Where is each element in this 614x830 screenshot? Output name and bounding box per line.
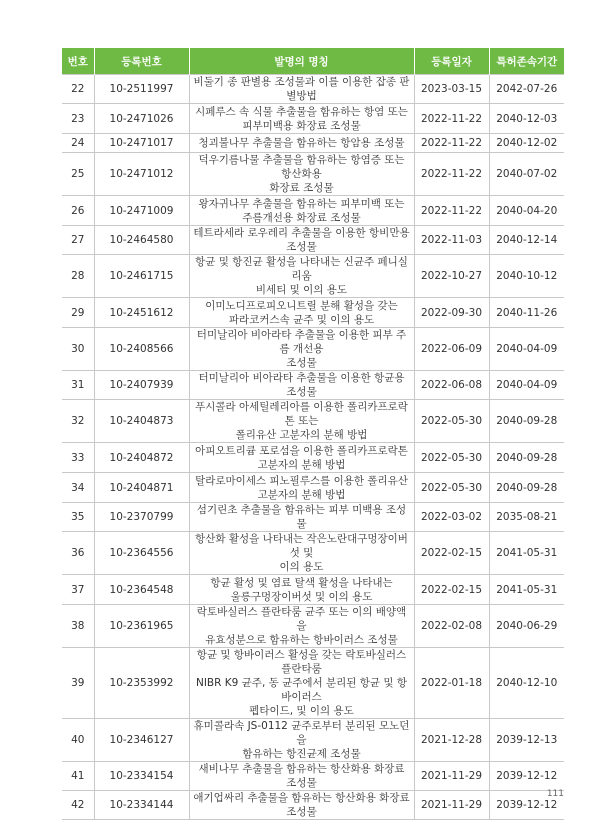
cell-patent-term: 2040-09-28 — [489, 443, 564, 473]
cell-invention-title: 터미날리아 비아라타 추출물을 이용한 피부 주름 개선용 조성물 — [189, 328, 414, 371]
cell-number: 36 — [62, 532, 94, 575]
cell-registration-date: 2022-11-22 — [414, 196, 489, 226]
table-row — [62, 104, 564, 134]
cell-registration-date: 2022-02-15 — [414, 575, 489, 605]
cell-registration-date: 2023-03-15 — [414, 75, 489, 104]
cell-invention-title: 새비나무 추출물을 함유하는 항산화용 화장료 조성물 — [189, 762, 414, 791]
table-row — [62, 532, 564, 575]
cell-registration-number: 10-2361965 — [94, 605, 189, 648]
cell-invention-title: 항산화 활성을 나타내는 작은노란대구멍장이버섯 및 이의 용도 — [189, 532, 414, 575]
cell-patent-term: 2040-10-12 — [489, 255, 564, 298]
cell-number: 25 — [62, 153, 94, 196]
cell-invention-title: 터미날리아 비아라타 추출물을 이용한 항균용 조성물 — [189, 371, 414, 400]
cell-number: 34 — [62, 473, 94, 503]
table-row — [62, 473, 564, 503]
table-row — [62, 443, 564, 473]
cell-registration-date: 2022-06-09 — [414, 328, 489, 371]
cell-number: 22 — [62, 75, 94, 104]
cell-invention-title: 섬기린초 추출물을 함유하는 피부 미백용 조성물 — [189, 503, 414, 532]
cell-invention-title: 항균 활성 및 염료 탈색 활성을 나타내는 울릉구멍장이버섯 및 이의 용도 — [189, 575, 414, 605]
table-row — [62, 255, 564, 298]
table-row — [62, 153, 564, 196]
cell-patent-term: 2041-05-31 — [489, 575, 564, 605]
cell-registration-date: 2021-11-29 — [414, 791, 489, 820]
table-header-row — [62, 48, 564, 75]
cell-registration-number: 10-2471009 — [94, 196, 189, 226]
cell-registration-number: 10-2461715 — [94, 255, 189, 298]
cell-patent-term: 2040-04-20 — [489, 196, 564, 226]
cell-number: 40 — [62, 719, 94, 762]
cell-registration-number: 10-2464580 — [94, 226, 189, 255]
cell-number: 24 — [62, 134, 94, 153]
cell-patent-term: 2040-04-09 — [489, 371, 564, 400]
cell-patent-term: 2039-12-13 — [489, 719, 564, 762]
cell-number: 39 — [62, 648, 94, 719]
table-row — [62, 371, 564, 400]
cell-registration-number: 10-2353992 — [94, 648, 189, 719]
cell-invention-title: 탈라로마이세스 피노필루스를 이용한 폴리유산 고분자의 분해 방법 — [189, 473, 414, 503]
cell-registration-date: 2021-11-29 — [414, 762, 489, 791]
cell-number: 41 — [62, 762, 94, 791]
cell-registration-date: 2022-09-30 — [414, 298, 489, 328]
table-row — [62, 762, 564, 791]
table-row — [62, 134, 564, 153]
cell-invention-title: 청괴불나무 추출물을 함유하는 항암용 조성물 — [189, 134, 414, 153]
cell-registration-number: 10-2407939 — [94, 371, 189, 400]
cell-registration-number: 10-2370799 — [94, 503, 189, 532]
table-row — [62, 400, 564, 443]
table-row — [62, 298, 564, 328]
cell-patent-term: 2035-08-21 — [489, 503, 564, 532]
cell-number: 29 — [62, 298, 94, 328]
cell-registration-date: 2022-11-22 — [414, 134, 489, 153]
cell-number: 28 — [62, 255, 94, 298]
cell-registration-number: 10-2471026 — [94, 104, 189, 134]
cell-invention-title: 휴미콜라속 JS-0112 균주로부터 분리된 모노던을 함유하는 항진균제 조성물 — [189, 719, 414, 762]
cell-registration-number: 10-2404872 — [94, 443, 189, 473]
cell-number: 26 — [62, 196, 94, 226]
cell-registration-date: 2022-05-30 — [414, 473, 489, 503]
cell-invention-title: 락토바실러스 플란타룸 균주 또는 이의 배양액을 유효성분으로 함유하는 항바이러스 조성물 — [189, 605, 414, 648]
cell-invention-title: 아피오트리큠 포로섬을 이용한 폴리카프로락톤 고분자의 분해 방법 — [189, 443, 414, 473]
cell-registration-date: 2022-02-08 — [414, 605, 489, 648]
cell-registration-date: 2022-03-02 — [414, 503, 489, 532]
cell-number: 35 — [62, 503, 94, 532]
cell-patent-term: 2041-05-31 — [489, 532, 564, 575]
cell-registration-number: 10-2404871 — [94, 473, 189, 503]
table-row — [62, 648, 564, 719]
cell-invention-title: 왕자귀나무 추출물을 함유하는 피부미백 또는 주름개선용 화장료 조성물 — [189, 196, 414, 226]
table-row — [62, 196, 564, 226]
cell-registration-number: 10-2346127 — [94, 719, 189, 762]
header-registration-number: 등록번호 — [94, 48, 189, 75]
cell-invention-title: 시페루스 속 식물 추출물을 함유하는 항염 또는 피부미백용 화장료 조성물 — [189, 104, 414, 134]
table-row — [62, 791, 564, 820]
cell-invention-title: 덕우기름나물 추출물을 함유하는 항염증 또는 항산화용 화장료 조성물 — [189, 153, 414, 196]
cell-patent-term: 2039-12-12 — [489, 762, 564, 791]
cell-patent-term: 2040-12-14 — [489, 226, 564, 255]
header-number: 번호 — [62, 48, 94, 75]
cell-invention-title: 테트라세라 로우레리 추출물을 이용한 항비만용 조성물 — [189, 226, 414, 255]
table-row — [62, 719, 564, 762]
table-row — [62, 605, 564, 648]
cell-registration-number: 10-2511997 — [94, 75, 189, 104]
cell-patent-term: 2040-07-02 — [489, 153, 564, 196]
cell-registration-number: 10-2471012 — [94, 153, 189, 196]
cell-number: 42 — [62, 791, 94, 820]
cell-number: 32 — [62, 400, 94, 443]
header-patent-term: 특허존속기간 — [489, 48, 564, 75]
table-row — [62, 575, 564, 605]
header-registration-date: 등록일자 — [414, 48, 489, 75]
cell-registration-date: 2021-12-28 — [414, 719, 489, 762]
table-row — [62, 328, 564, 371]
cell-patent-term: 2040-11-26 — [489, 298, 564, 328]
cell-registration-date: 2022-10-27 — [414, 255, 489, 298]
cell-number: 30 — [62, 328, 94, 371]
cell-invention-title: 항균 및 항진균 활성을 나타내는 신균주 페니실리움 비세티 및 이의 용도 — [189, 255, 414, 298]
cell-patent-term: 2042-07-26 — [489, 75, 564, 104]
cell-registration-date: 2022-11-22 — [414, 104, 489, 134]
cell-registration-date: 2022-05-30 — [414, 443, 489, 473]
cell-number: 33 — [62, 443, 94, 473]
cell-registration-date: 2022-02-15 — [414, 532, 489, 575]
cell-registration-number: 10-2364556 — [94, 532, 189, 575]
cell-invention-title: 애기업싸리 추출물을 함유하는 항산화용 화장료 조성물 — [189, 791, 414, 820]
cell-invention-title: 푸시콜라 아세틸레리아를 이용한 폴리카프로락톤 또는 폴리유산 고분자의 분해 방법 — [189, 400, 414, 443]
cell-registration-date: 2022-01-18 — [414, 648, 489, 719]
cell-number: 27 — [62, 226, 94, 255]
table-row — [62, 75, 564, 104]
cell-patent-term: 2040-04-09 — [489, 328, 564, 371]
header-invention-title: 발명의 명칭 — [189, 48, 414, 75]
cell-number: 38 — [62, 605, 94, 648]
cell-registration-date: 2022-11-22 — [414, 153, 489, 196]
cell-registration-number: 10-2404873 — [94, 400, 189, 443]
cell-registration-number: 10-2408566 — [94, 328, 189, 371]
patent-table — [62, 48, 564, 820]
table-row — [62, 503, 564, 532]
cell-registration-date: 2022-05-30 — [414, 400, 489, 443]
cell-invention-title: 비둘기 종 판별용 조성물과 이를 이용한 잡종 판별방법 — [189, 75, 414, 104]
cell-patent-term: 2040-12-02 — [489, 134, 564, 153]
cell-invention-title: 항균 및 항바이러스 활성을 갖는 락토바실러스 플란타룸 NIBR K9 균주, 동 균주에서 분리된 항균 및 항바이러스 펩타이드, 및 이의 용도 — [189, 648, 414, 719]
page-number: 111 — [546, 789, 564, 799]
table-row — [62, 226, 564, 255]
cell-patent-term: 2040-09-28 — [489, 473, 564, 503]
cell-patent-term: 2039-12-12 — [489, 791, 564, 820]
cell-registration-number: 10-2334144 — [94, 791, 189, 820]
cell-registration-number: 10-2364548 — [94, 575, 189, 605]
cell-registration-number: 10-2451612 — [94, 298, 189, 328]
cell-invention-title: 이미노디프로피오니트릴 분해 활성을 갖는 파라코커스속 균주 및 이의 용도 — [189, 298, 414, 328]
cell-patent-term: 2040-12-10 — [489, 648, 564, 719]
cell-registration-number: 10-2334154 — [94, 762, 189, 791]
cell-registration-date: 2022-11-03 — [414, 226, 489, 255]
cell-number: 23 — [62, 104, 94, 134]
cell-patent-term: 2040-06-29 — [489, 605, 564, 648]
cell-number: 31 — [62, 371, 94, 400]
cell-patent-term: 2040-09-28 — [489, 400, 564, 443]
cell-patent-term: 2040-12-03 — [489, 104, 564, 134]
cell-registration-number: 10-2471017 — [94, 134, 189, 153]
cell-number: 37 — [62, 575, 94, 605]
cell-registration-date: 2022-06-08 — [414, 371, 489, 400]
